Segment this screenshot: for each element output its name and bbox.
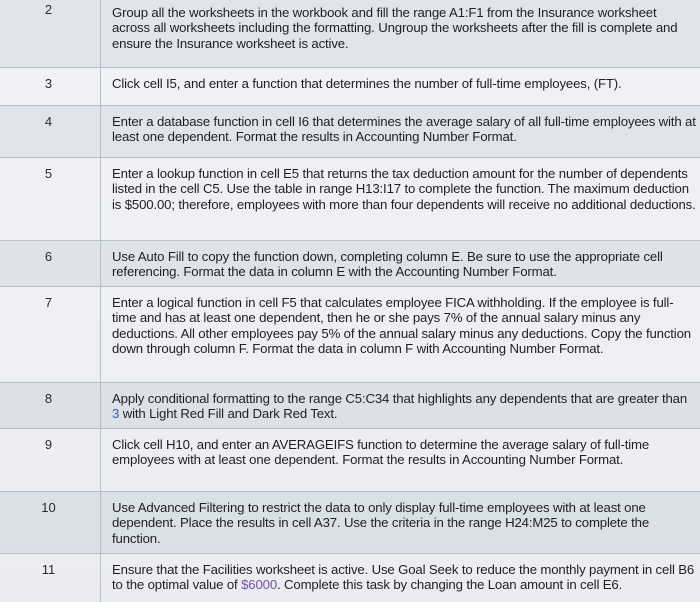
step-description: Enter a lookup function in cell E5 that returns the tax deduction amount for the number of dependents listed in the cell C5. Use the table in range H13:I17 to complete the function. The maximum deduction is $500.00; therefore, employees with more than four dependents will receive no additional deductions.	[101, 158, 700, 241]
table-row	[0, 158, 700, 241]
step-description	[101, 383, 700, 429]
table-row	[0, 492, 700, 554]
step-text-before: Ensure that the Facilities worksheet is active. Use Goal Seek to reduce the monthly payment in cell B6 to the optimal value of	[112, 562, 695, 593]
table-row	[0, 106, 700, 158]
step-description: Enter a database function in cell I6 that determines the average salary of all full-time employees with at least one dependent. Format the results in Accounting Number Format.	[101, 106, 700, 158]
step-number-cell	[0, 241, 101, 287]
step-number: 11	[41, 562, 56, 577]
step-number-cell	[0, 554, 101, 602]
step-number: 10	[41, 500, 56, 515]
step-number: 8	[44, 391, 53, 406]
step-number-cell	[0, 287, 101, 383]
step-number: 2	[44, 2, 53, 17]
step-description: Use Auto Fill to copy the function down, completing column E. Be sure to use the appropriate cell referencing. Format the data in column E with the Accounting Number Format.	[101, 241, 700, 287]
step-description	[101, 554, 700, 602]
table-row	[0, 0, 700, 68]
step-text-after: with Light Red Fill and Dark Red Text.	[119, 406, 338, 422]
highlighted-value: 3	[112, 406, 120, 422]
step-number-cell	[0, 68, 101, 106]
step-number-cell	[0, 158, 101, 241]
step-description: Click cell I5, and enter a function that determines the number of full-time employees, (FT).	[101, 68, 700, 106]
table-row	[0, 554, 700, 602]
step-text-after: . Complete this task by changing the Loan amount in cell E6.	[277, 577, 623, 593]
step-text-before: Apply conditional formatting to the range C5:C34 that highlights any dependents that are greater than	[112, 391, 688, 406]
step-description: Group all the worksheets in the workbook and fill the range A1:F1 from the Insurance worksheet across all worksheets including the formatting. Ungroup the worksheets after the fill is complete and ensure the Insurance worksheet is active.	[101, 0, 700, 68]
step-number-cell	[0, 492, 101, 554]
step-number: 6	[44, 249, 53, 264]
step-number-cell	[0, 383, 101, 429]
step-number-cell	[0, 0, 101, 68]
step-number-cell	[0, 429, 101, 492]
table-row	[0, 383, 700, 429]
step-number: 3	[44, 76, 53, 91]
step-description: Use Advanced Filtering to restrict the data to only display full-time employees with at least one dependent. Place the results in cell A37. Use the criteria in the range H24:M25 to complete the function.	[101, 492, 700, 554]
step-description: Click cell H10, and enter an AVERAGEIFS function to determine the average salary of full-time employees with at least one dependent. Format the results in Accounting Number Format.	[101, 429, 700, 492]
table-row	[0, 241, 700, 287]
step-number: 4	[44, 114, 53, 129]
step-number: 9	[44, 437, 53, 452]
step-number: 7	[44, 295, 53, 310]
step-number: 5	[44, 166, 53, 181]
highlighted-value: $6000	[241, 577, 278, 593]
table-row	[0, 68, 700, 106]
table-row	[0, 287, 700, 383]
step-description: Enter a logical function in cell F5 that calculates employee FICA withholding. If the employee is full-time and has at least one dependent, then he or she pays 7% of the annual salary minus any deductions. All other employees pay 5% of the annual salary minus any deductions. Copy the function down through column F. Format the data in column F with Accounting Number Format.	[101, 287, 700, 383]
step-number-cell	[0, 106, 101, 158]
table-row	[0, 429, 700, 492]
